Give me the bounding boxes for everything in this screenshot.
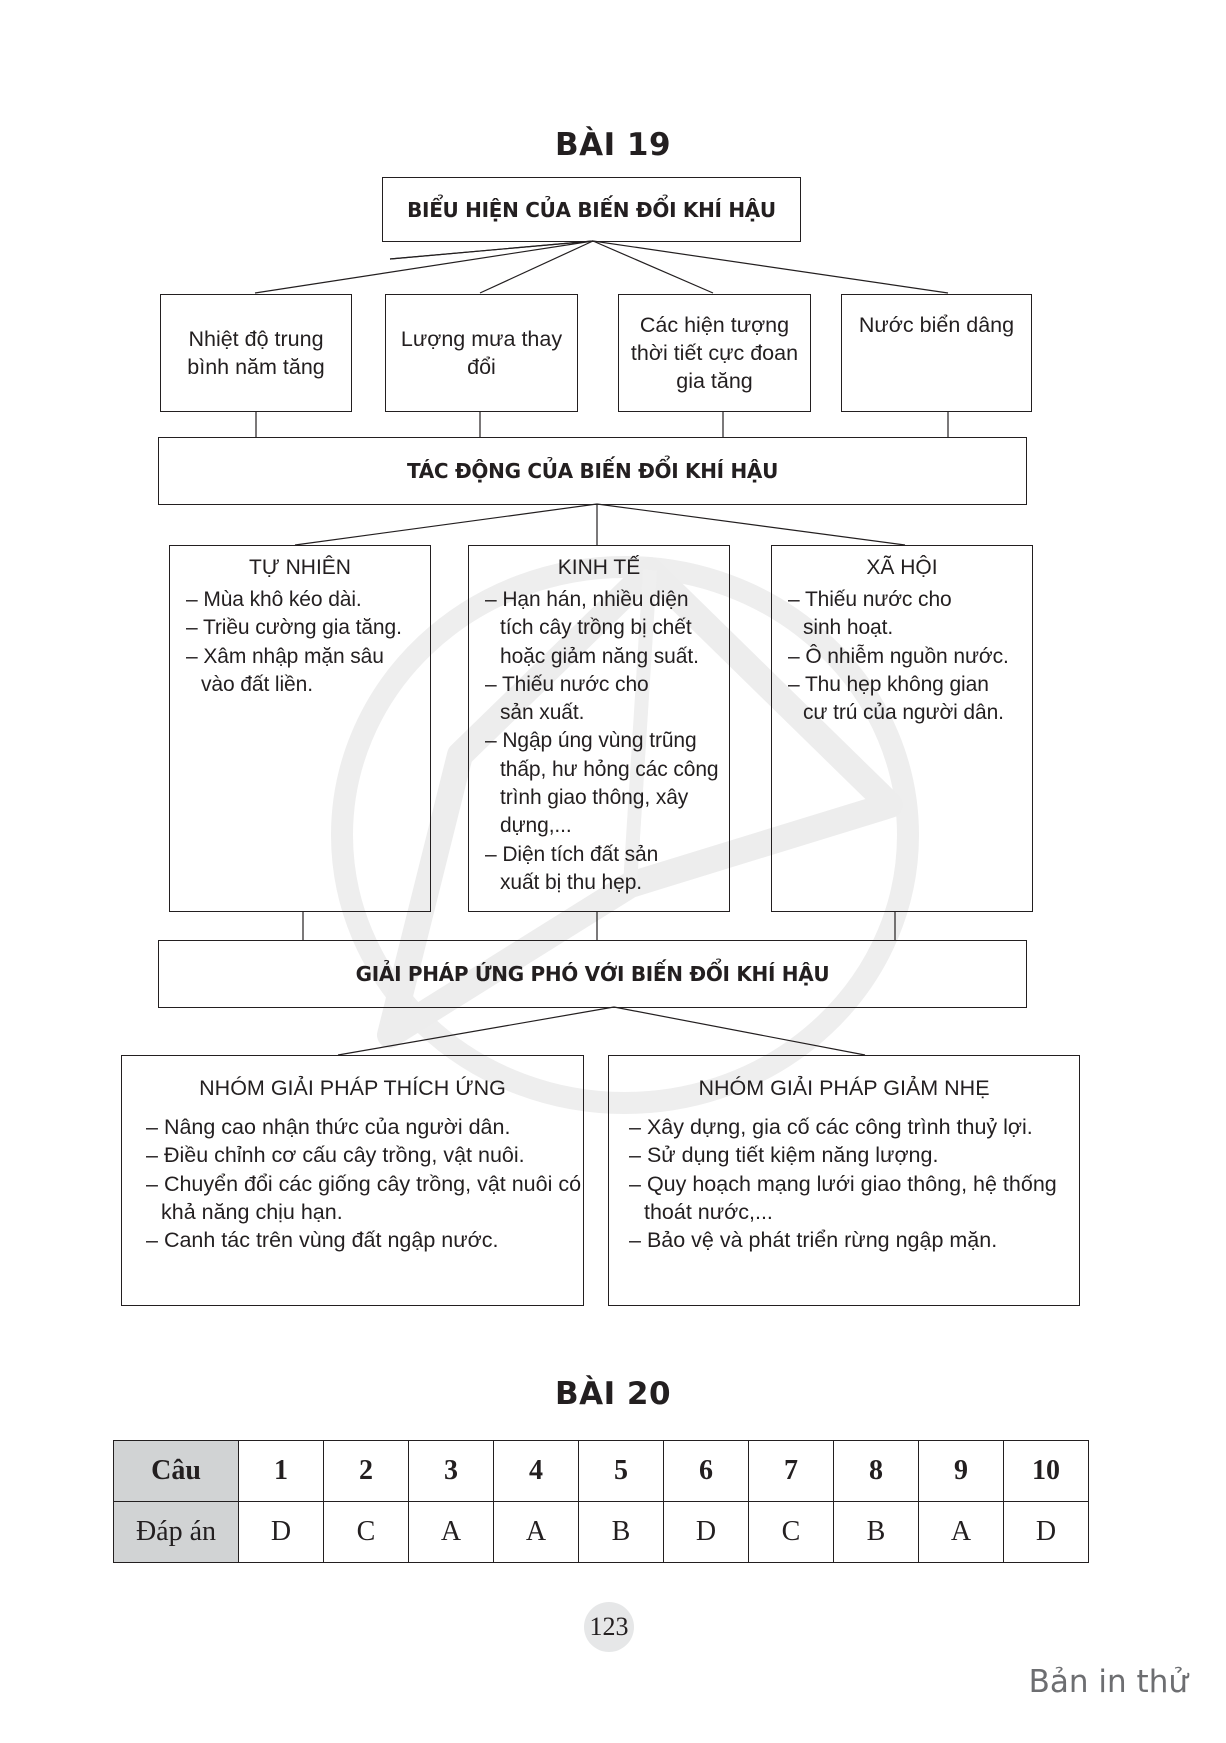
answer-cell: C <box>324 1502 409 1563</box>
list-item: – Ngập úng vùng trũng thấp, hư hỏng các công trình giao thông, xây dựng,... <box>485 727 729 840</box>
impact-economy <box>468 545 730 912</box>
answer-cell: B <box>579 1502 664 1563</box>
list-item: – Hạn hán, nhiều diện tích cây trồng bị chết hoặc giảm năng suất. <box>485 586 729 671</box>
question-number: 7 <box>749 1441 834 1502</box>
manifestation-extreme-weather: Các hiện tượng thời tiết cực đoan gia tăng <box>618 294 811 412</box>
list-item: – Quy hoạch mạng lưới giao thông, hệ thống thoát nước,... <box>629 1170 1079 1227</box>
question-number: 10 <box>1004 1441 1089 1502</box>
solution-mitigation <box>608 1055 1080 1306</box>
answer-cell: D <box>239 1502 324 1563</box>
impact-header: TÁC ĐỘNG CỦA BIẾN ĐỔI KHÍ HẬU <box>158 437 1027 505</box>
impact-nature-title: TỰ NHIÊN <box>249 556 351 579</box>
impact-nature <box>169 545 431 912</box>
table-row <box>114 1441 1089 1502</box>
question-number: 6 <box>664 1441 749 1502</box>
question-number: 1 <box>239 1441 324 1502</box>
question-label: Câu <box>114 1441 239 1502</box>
solution-header: GIẢI PHÁP ỨNG PHÓ VỚI BIẾN ĐỔI KHÍ HẬU <box>158 940 1027 1008</box>
question-number: 3 <box>409 1441 494 1502</box>
question-number: 4 <box>494 1441 579 1502</box>
manifestation-sea-level: Nước biển dâng <box>841 294 1032 412</box>
manifestation-header: BIỂU HIỆN CỦA BIẾN ĐỔI KHÍ HẬU <box>382 177 801 242</box>
answer-cell: C <box>749 1502 834 1563</box>
answer-table <box>113 1440 1089 1563</box>
list-item: – Xâm nhập mặn sâu vào đất liền. <box>186 643 430 700</box>
list-item: – Thiếu nước cho sinh hoạt. <box>788 586 1032 643</box>
question-number: 8 <box>834 1441 919 1502</box>
list-item: – Thu hẹp không gian cư trú của người dân. <box>788 671 1032 728</box>
solution-mitigation-title: NHÓM GIẢI PHÁP GIẢM NHẸ <box>698 1076 990 1100</box>
manifestation-rainfall: Lượng mưa thay đổi <box>385 294 578 412</box>
answer-cell: A <box>409 1502 494 1563</box>
page-number: 123 <box>584 1602 634 1652</box>
answer-cell: A <box>919 1502 1004 1563</box>
solution-adaptation <box>121 1055 584 1306</box>
list-item: – Chuyển đổi các giống cây trồng, vật nuôi có khả năng chịu hạn. <box>146 1170 583 1227</box>
question-number: 5 <box>579 1441 664 1502</box>
list-item: – Ô nhiễm nguồn nước. <box>788 643 1032 671</box>
list-item: – Sử dụng tiết kiệm năng lượng. <box>629 1141 1079 1169</box>
answer-cell: D <box>1004 1502 1089 1563</box>
answer-cell: A <box>494 1502 579 1563</box>
manifestation-temperature: Nhiệt độ trung bình năm tăng <box>160 294 352 412</box>
proof-mark: Bản in thử <box>1028 1664 1188 1700</box>
list-item: – Nâng cao nhận thức của người dân. <box>146 1113 583 1141</box>
list-item: – Triều cường gia tăng. <box>186 614 430 642</box>
impact-society-title: XÃ HỘI <box>866 556 938 579</box>
impact-economy-title: KINH TẾ <box>557 556 641 579</box>
answer-cell: D <box>664 1502 749 1563</box>
question-number: 9 <box>919 1441 1004 1502</box>
list-item: – Bảo vệ và phát triển rừng ngập mặn. <box>629 1226 1079 1254</box>
answer-label: Đáp án <box>114 1502 239 1563</box>
list-item: – Thiếu nước cho sản xuất. <box>485 671 729 728</box>
list-item: – Mùa khô kéo dài. <box>186 586 430 614</box>
question-number: 2 <box>324 1441 409 1502</box>
lesson-20-title: BÀI 20 <box>554 1376 672 1412</box>
list-item: – Canh tác trên vùng đất ngập nước. <box>146 1226 583 1254</box>
list-item: – Diện tích đất sản xuất bị thu hẹp. <box>485 841 729 898</box>
lesson-19-title: BÀI 19 <box>554 127 672 163</box>
table-row <box>114 1502 1089 1563</box>
answer-cell: B <box>834 1502 919 1563</box>
impact-society <box>771 545 1033 912</box>
list-item: – Xây dựng, gia cố các công trình thuỷ lợi. <box>629 1113 1079 1141</box>
list-item: – Điều chỉnh cơ cấu cây trồng, vật nuôi. <box>146 1141 583 1169</box>
solution-adaptation-title: NHÓM GIẢI PHÁP THÍCH ỨNG <box>199 1076 506 1100</box>
